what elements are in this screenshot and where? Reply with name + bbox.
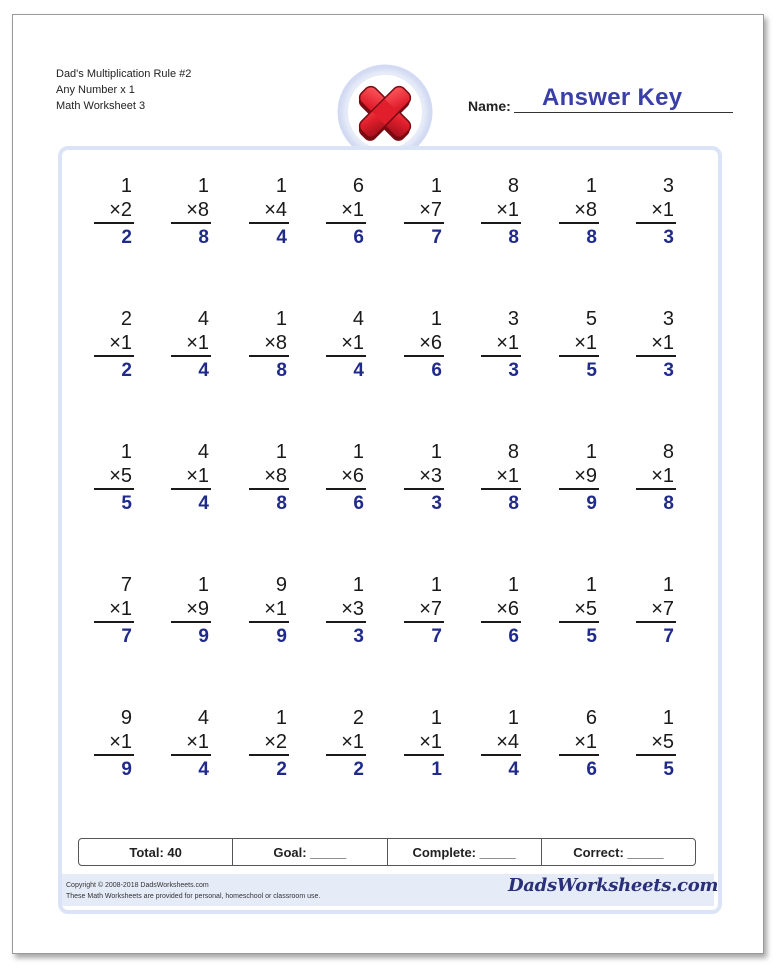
problem-answer: 4 (508, 759, 519, 780)
problem-31 (559, 573, 599, 650)
problem-multiplier: ×1 (636, 198, 676, 224)
problem-answer: 4 (353, 360, 364, 381)
problem-multiplier: ×1 (404, 730, 444, 756)
problem-multiplicand: 1 (120, 175, 132, 197)
problem-multiplier: ×4 (249, 198, 289, 224)
problem-answer: 3 (508, 360, 519, 381)
score-total: Total: 40 (79, 839, 233, 865)
problem-multiplicand: 3 (662, 175, 674, 197)
problem-answer: 4 (198, 759, 209, 780)
problem-multiplier: ×1 (326, 198, 366, 224)
problem-multiplier: ×1 (481, 331, 521, 357)
problem-37 (404, 706, 444, 783)
problem-20 (326, 440, 366, 517)
problem-multiplier: ×9 (171, 597, 211, 623)
problem-multiplier: ×1 (326, 331, 366, 357)
problem-multiplicand: 3 (662, 308, 674, 330)
problem-13 (404, 307, 444, 384)
problem-multiplier: ×3 (326, 597, 366, 623)
problem-36 (326, 706, 366, 783)
problem-multiplicand: 9 (275, 574, 287, 596)
problem-3 (249, 174, 289, 251)
problem-30 (481, 573, 521, 650)
problem-multiplier: ×1 (171, 730, 211, 756)
problem-15 (559, 307, 599, 384)
problem-11 (249, 307, 289, 384)
problem-multiplier: ×1 (559, 730, 599, 756)
problem-answer: 4 (276, 227, 287, 248)
problem-answer: 5 (586, 626, 597, 647)
problem-multiplicand: 3 (507, 308, 519, 330)
problem-23 (559, 440, 599, 517)
problem-17 (94, 440, 134, 517)
problem-1 (94, 174, 134, 251)
name-underline (514, 112, 733, 113)
problem-multiplicand: 1 (275, 707, 287, 729)
problem-multiplier: ×1 (636, 464, 676, 490)
problem-multiplicand: 1 (430, 574, 442, 596)
worksheet-header (56, 66, 191, 114)
problem-39 (559, 706, 599, 783)
problem-multiplicand: 6 (585, 707, 597, 729)
problem-multiplicand: 1 (585, 441, 597, 463)
problem-multiplicand: 1 (275, 175, 287, 197)
problem-multiplicand: 8 (662, 441, 674, 463)
problem-answer: 8 (198, 227, 209, 248)
problem-multiplicand: 1 (197, 175, 209, 197)
problem-multiplier: ×9 (559, 464, 599, 490)
problem-answer: 8 (276, 493, 287, 514)
problem-9 (94, 307, 134, 384)
problem-answer: 5 (663, 759, 674, 780)
problem-2 (171, 174, 211, 251)
problem-40 (636, 706, 676, 783)
problem-answer: 8 (508, 227, 519, 248)
problem-answer: 3 (431, 493, 442, 514)
problem-multiplier: ×8 (559, 198, 599, 224)
problem-answer: 6 (508, 626, 519, 647)
problem-25 (94, 573, 134, 650)
problem-multiplicand: 1 (352, 574, 364, 596)
problem-multiplier: ×8 (249, 464, 289, 490)
problem-38 (481, 706, 521, 783)
problem-answer: 9 (276, 626, 287, 647)
problem-multiplicand: 2 (120, 308, 132, 330)
worksheet-title: Dad's Multiplication Rule #2 (56, 68, 192, 80)
problem-answer: 5 (586, 360, 597, 381)
answer-key-label: Answer Key (542, 84, 683, 111)
problem-5 (404, 174, 444, 251)
problem-multiplicand: 9 (120, 707, 132, 729)
problem-answer: 6 (431, 360, 442, 381)
name-label: Name: (468, 98, 511, 114)
problem-8 (636, 174, 676, 251)
problem-answer: 4 (198, 360, 209, 381)
problem-answer: 3 (353, 626, 364, 647)
problem-multiplicand: 4 (197, 308, 209, 330)
problem-answer: 7 (663, 626, 674, 647)
problem-multiplier: ×2 (94, 198, 134, 224)
problem-multiplicand: 5 (585, 308, 597, 330)
problem-multiplicand: 1 (585, 574, 597, 596)
problem-18 (171, 440, 211, 517)
problem-multiplier: ×7 (404, 597, 444, 623)
name-field (468, 84, 736, 114)
problem-multiplier: ×1 (94, 331, 134, 357)
problem-multiplicand: 1 (662, 707, 674, 729)
problems-frame (58, 146, 722, 914)
problem-multiplicand: 1 (430, 707, 442, 729)
problem-answer: 2 (121, 360, 132, 381)
problem-multiplier: ×1 (171, 331, 211, 357)
problem-35 (249, 706, 289, 783)
problem-answer: 6 (586, 759, 597, 780)
worksheet-number: Math Worksheet 3 (56, 100, 146, 112)
problem-multiplier: ×5 (636, 730, 676, 756)
problem-multiplicand: 1 (585, 175, 597, 197)
problem-multiplier: ×8 (249, 331, 289, 357)
problem-multiplier: ×7 (404, 198, 444, 224)
problem-answer: 8 (276, 360, 287, 381)
problem-multiplier: ×1 (94, 597, 134, 623)
usage-notice: These Math Worksheets are provided for personal, homeschool or classroom use. (66, 893, 321, 900)
problem-22 (481, 440, 521, 517)
problem-multiplicand: 7 (120, 574, 132, 596)
problem-answer: 2 (121, 227, 132, 248)
worksheet-subtitle: Any Number x 1 (56, 84, 135, 96)
problem-multiplicand: 1 (430, 175, 442, 197)
problem-multiplicand: 1 (507, 574, 519, 596)
problem-34 (171, 706, 211, 783)
score-table (78, 838, 696, 866)
problem-33 (94, 706, 134, 783)
problem-multiplicand: 1 (430, 308, 442, 330)
problem-answer: 3 (663, 360, 674, 381)
problem-12 (326, 307, 366, 384)
problem-24 (636, 440, 676, 517)
problem-multiplier: ×6 (481, 597, 521, 623)
problem-16 (636, 307, 676, 384)
problem-answer: 2 (353, 759, 364, 780)
problem-28 (326, 573, 366, 650)
problem-multiplicand: 1 (352, 441, 364, 463)
problem-answer: 9 (586, 493, 597, 514)
problem-answer: 6 (353, 493, 364, 514)
problem-multiplier: ×8 (171, 198, 211, 224)
problem-answer: 8 (508, 493, 519, 514)
problem-multiplier: ×2 (249, 730, 289, 756)
problem-multiplier: ×6 (404, 331, 444, 357)
footer-copyright (66, 880, 320, 902)
problem-multiplier: ×3 (404, 464, 444, 490)
score-complete: Complete: _____ (388, 839, 542, 865)
problem-4 (326, 174, 366, 251)
problem-answer: 6 (353, 227, 364, 248)
copyright-text: Copyright © 2008-2018 DadsWorksheets.com (66, 882, 209, 889)
problem-multiplier: ×1 (481, 198, 521, 224)
score-correct: Correct: _____ (573, 844, 664, 860)
problem-multiplicand: 6 (352, 175, 364, 197)
problem-answer: 4 (198, 493, 209, 514)
problem-multiplier: ×5 (559, 597, 599, 623)
problem-multiplicand: 4 (197, 441, 209, 463)
problem-10 (171, 307, 211, 384)
problem-29 (404, 573, 444, 650)
problem-answer: 3 (663, 227, 674, 248)
problem-answer: 9 (198, 626, 209, 647)
problem-multiplier: ×4 (481, 730, 521, 756)
problem-multiplier: ×1 (171, 464, 211, 490)
problem-answer: 1 (431, 759, 442, 780)
problem-multiplicand: 1 (275, 308, 287, 330)
problem-multiplier: ×5 (94, 464, 134, 490)
problem-multiplicand: 4 (352, 308, 364, 330)
problem-answer: 7 (121, 626, 132, 647)
problem-multiplier: ×1 (481, 464, 521, 490)
problem-multiplicand: 1 (197, 574, 209, 596)
problem-multiplicand: 1 (662, 574, 674, 596)
problem-multiplier: ×1 (249, 597, 289, 623)
problem-answer: 7 (431, 626, 442, 647)
problem-26 (171, 573, 211, 650)
problem-multiplicand: 8 (507, 441, 519, 463)
problem-multiplicand: 1 (507, 707, 519, 729)
problem-multiplier: ×1 (326, 730, 366, 756)
problem-multiplicand: 4 (197, 707, 209, 729)
brand-logo: DadsWorksheets.com (508, 875, 719, 896)
problem-answer: 8 (663, 493, 674, 514)
problem-multiplier: ×1 (559, 331, 599, 357)
problem-14 (481, 307, 521, 384)
problem-multiplier: ×1 (94, 730, 134, 756)
problem-answer: 2 (276, 759, 287, 780)
problem-27 (249, 573, 289, 650)
problem-answer: 8 (586, 227, 597, 248)
problem-7 (559, 174, 599, 251)
problem-21 (404, 440, 444, 517)
problem-6 (481, 174, 521, 251)
problem-multiplicand: 8 (507, 175, 519, 197)
problem-multiplicand: 2 (352, 707, 364, 729)
problem-answer: 7 (431, 227, 442, 248)
problem-multiplicand: 1 (430, 441, 442, 463)
problem-19 (249, 440, 289, 517)
problem-32 (636, 573, 676, 650)
problem-answer: 9 (121, 759, 132, 780)
problem-answer: 5 (121, 493, 132, 514)
problem-multiplier: ×7 (636, 597, 676, 623)
problem-multiplier: ×1 (636, 331, 676, 357)
problem-multiplicand: 1 (120, 441, 132, 463)
problem-multiplicand: 1 (275, 441, 287, 463)
problem-multiplier: ×6 (326, 464, 366, 490)
score-goal: Goal: _____ (233, 839, 387, 865)
